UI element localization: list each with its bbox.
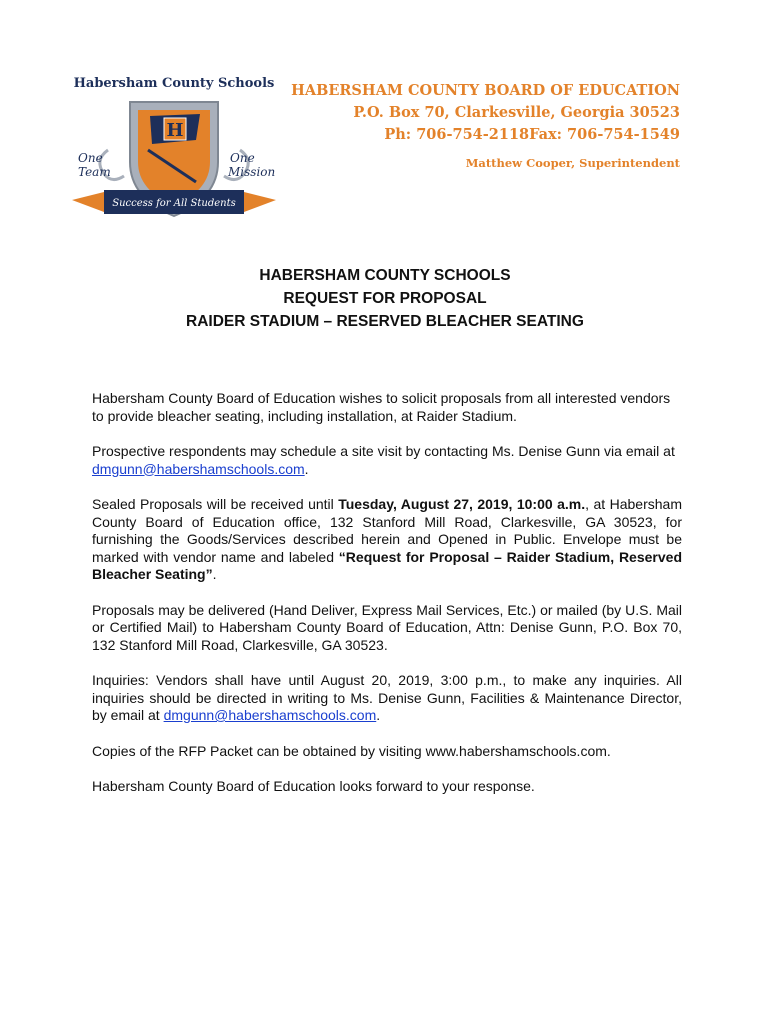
paragraph-intro: Habersham County Board of Education wishes to solicit proposals from all interested vendors to provide bleacher seating, including installation, at Raider Stadium. <box>92 390 671 424</box>
logo-wordmark: Habersham County Schools <box>73 76 275 91</box>
paragraph-rfp-packet: Copies of the RFP Packet can be obtained by visiting www.habershamschools.com. <box>92 742 611 759</box>
document-body <box>92 390 682 814</box>
superintendent: Matthew Cooper, Superintendent <box>465 156 680 170</box>
left-motto-line2: Team <box>78 165 111 179</box>
paragraph-closing: Habersham County Board of Education looks forward to your response. <box>92 778 535 794</box>
right-motto-line2: Mission <box>228 165 276 179</box>
paragraph-site-visit: Prospective respondents may schedule a site visit by contacting Ms. Denise Gunn via email at dmgunn@habershamschools.com. <box>92 443 675 477</box>
title-line-1: HABERSHAM COUNTY SCHOOLS <box>259 267 511 284</box>
due-date: Tuesday, August 27, 2019, 10:00 a.m. <box>338 496 586 512</box>
school-logo <box>68 70 280 228</box>
title-line-2: REQUEST FOR PROPOSAL <box>283 290 487 307</box>
org-phone: Ph: 706-754-2118Fax: 706-754-1549 <box>384 126 680 143</box>
envelope-label: “Request for Proposal – Raider Stadium, Reserved Bleacher Seating” <box>92 548 682 582</box>
crest-emblem-icon <box>68 70 280 228</box>
logo-banner: Success for All Students <box>112 198 236 209</box>
paragraph-sealed-proposals: Sealed Proposals will be received until Tuesday, August 27, 2019, 10:00 a.m., at Habersham County Board of Education office, 132 Stanford Mill Road, Clarkesville, GA 30523, for furnishing the Goods/Services described herein and Opened in Public. Envelope must be marked with vendor name and labeled “Request for Proposal – Raider Stadium, Reserved Bleacher Seating”. <box>92 496 682 582</box>
org-address: P.O. Box 70, Clarkesville, Georgia 30523 <box>353 104 680 121</box>
title-line-3: RAIDER STADIUM – RESERVED BLEACHER SEATING <box>186 313 584 330</box>
org-name: HABERSHAM COUNTY BOARD OF EDUCATION <box>291 82 680 99</box>
left-motto-line1: One <box>78 151 103 165</box>
document-title <box>0 264 770 333</box>
letterhead <box>291 80 680 170</box>
email-link[interactable]: dmgunn@habershamschools.com <box>92 460 305 477</box>
paragraph-inquiries: Inquiries: Vendors shall have until August 20, 2019, 3:00 p.m., to make any inquiries. All inquiries should be directed in writing to Ms. Denise Gunn, Facilities & Maintenance Director, by email at dmgunn@habershamschools.com. <box>92 672 682 723</box>
email-link[interactable]: dmgunn@habershamschools.com <box>163 707 377 723</box>
right-motto-line1: One <box>230 151 255 165</box>
emblem-letter: H <box>166 120 184 141</box>
paragraph-delivery: Proposals may be delivered (Hand Deliver, Express Mail Services, Etc.) or mailed (by U.S. Mail or Certified Mail) to Habersham County Board of Education, Attn: Denise Gunn, P.O. Box 70, 132 Stanford Mill Road, Clarkesville, GA 30523. <box>92 601 682 653</box>
